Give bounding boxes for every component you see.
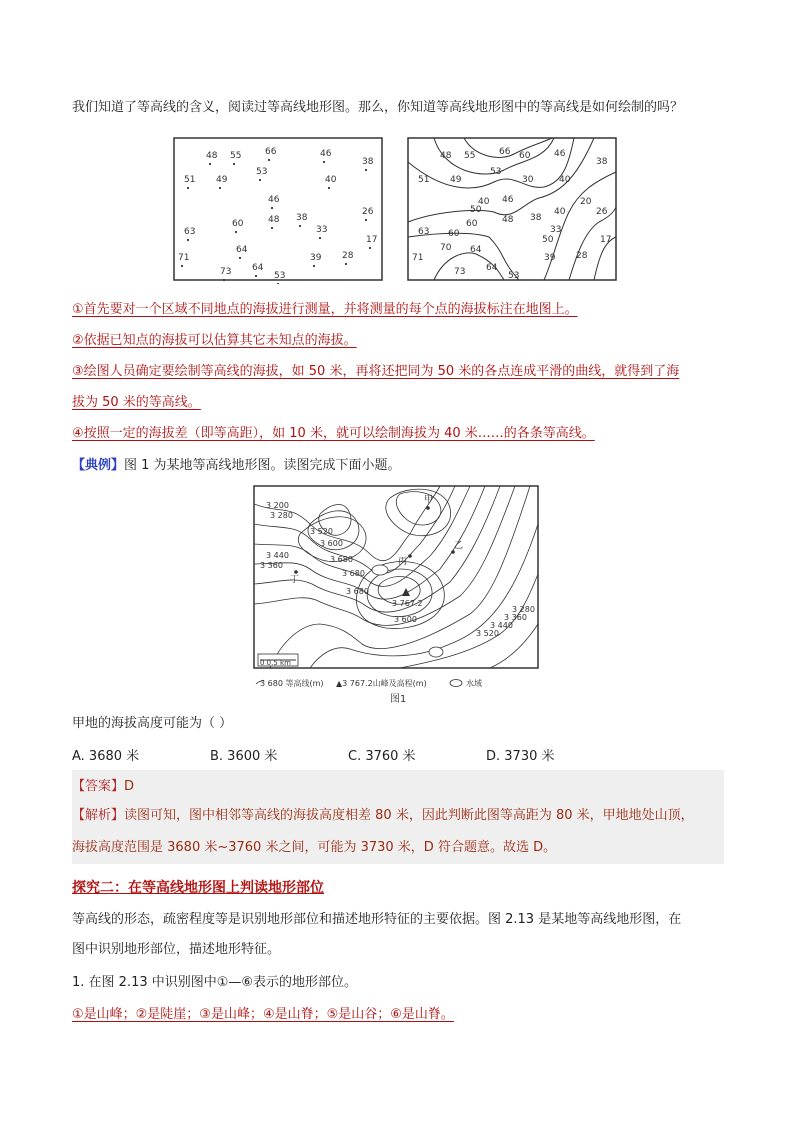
step-3-cont: 拔为 50 米的等高线。 <box>72 395 201 410</box>
spot-height-label: 48 <box>206 151 218 161</box>
spot-dot <box>365 169 367 171</box>
spot-dot <box>209 163 211 165</box>
spot-height-label: 51 <box>418 175 430 185</box>
spot-height-label: 17 <box>366 235 378 245</box>
answer-value: D <box>124 779 135 794</box>
intro-text: 我们知道了等高线的含义，阅读过等高线地形图。那么，你知道等高线地形图中的等高线是如何绘制的吗？ <box>72 100 684 115</box>
spot-height-label: 63 <box>184 227 196 237</box>
question-text: 甲地的海拔高度可能为（ ） <box>72 716 233 731</box>
spot-height-label: 51 <box>184 175 196 185</box>
step-1: ①首先要对一个区域不同地点的海拔进行测量，并将测量的每个点的海拔标注在地图上。 <box>72 302 578 317</box>
option-c: C. 3760 米 <box>348 749 416 764</box>
spot-height-label: 73 <box>454 267 466 277</box>
spot-height-label: 28 <box>576 251 588 261</box>
example-tag: 【典例】 <box>72 458 125 473</box>
spot-height-map <box>170 132 386 284</box>
spot-height-label: 48 <box>502 215 514 225</box>
spot-height-label: 38 <box>530 213 542 223</box>
contour-label: 30 <box>522 175 534 185</box>
contour-elevation-label: 3 440 <box>490 621 513 630</box>
contour-label: 20 <box>580 197 592 207</box>
spot-height-label: 17 <box>600 235 612 245</box>
spot-height-label: 53 <box>508 271 520 281</box>
spot-dot <box>187 187 189 189</box>
analysis-text-2: 海拔高度范围是 3680 米~3760 米之间，可能为 3730 米，D 符合题意。故选 D。 <box>72 840 557 855</box>
contour-label: 60 <box>448 229 460 239</box>
contour-elevation-label: 3 767.2 <box>392 599 423 608</box>
contour-elevation-label: 3 280 <box>512 605 535 614</box>
answer-tag: 【答案】 <box>72 779 125 794</box>
contour-elevation-label: 3 600 <box>320 539 343 548</box>
contour-elevation-label: 3 600 <box>394 615 417 624</box>
spot-height-label: 46 <box>502 195 514 205</box>
legend-contour: 3 680 等高线(m) <box>260 679 324 688</box>
spot-height-label: 26 <box>596 207 608 217</box>
contour-elevation-label: 3 520 <box>310 527 333 536</box>
question-1-answer: ①是山峰；②是陡崖；③是山峰；④是山脊；⑤是山谷；⑥是山脊。 <box>72 1007 454 1022</box>
spot-height-label: 39 <box>310 253 322 263</box>
spot-height-label: 71 <box>178 253 190 263</box>
legend-peak: ▲3 767.2山峰及高程(m) <box>336 679 427 688</box>
analysis-tag: 【解析】 <box>72 808 125 823</box>
spot-dot <box>239 257 241 259</box>
spot-height-label: 46 <box>320 149 332 159</box>
analysis-line-1 <box>72 806 724 826</box>
spot-dot <box>235 231 237 233</box>
spot-height-label: 48 <box>268 215 280 225</box>
contour-label: 50 <box>542 235 554 245</box>
contour-label: 70 <box>440 243 452 253</box>
place-name-label: 丙 <box>398 557 408 567</box>
spot-height-label: 38 <box>296 213 308 223</box>
spot-height-label: 26 <box>362 207 374 217</box>
contour-elevation-label: 3 680 <box>346 587 369 596</box>
example-text: 图 1 为某地等高线地形图。读图完成下面小题。 <box>124 458 401 473</box>
spot-height-label: 46 <box>268 195 280 205</box>
option-a: A. 3680 米 <box>72 749 140 764</box>
spot-dot <box>271 207 273 209</box>
spot-dot <box>277 283 279 284</box>
place-name-label: 甲 <box>424 495 434 505</box>
spot-dot <box>233 163 235 165</box>
contour-elevation-label: 3 520 <box>476 629 499 638</box>
spot-height-label: 66 <box>265 147 277 157</box>
spot-dot <box>328 187 330 189</box>
option-d: D. 3730 米 <box>486 749 555 764</box>
spot-height-label: 49 <box>216 175 228 185</box>
spot-height-label: 46 <box>554 149 566 159</box>
spot-height-label: 53 <box>256 167 268 177</box>
contour-label: 50 <box>470 205 482 215</box>
place-name-label: 乙 <box>454 541 464 551</box>
spot-dot <box>181 265 183 267</box>
spot-height-label: 39 <box>544 253 556 263</box>
spot-dot <box>345 263 347 265</box>
step-3: ③绘图人员确定要绘制等高线的海拔，如 50 米，再将还把同为 50 米的各点连成平滑的曲线，就得到了海 <box>72 364 680 379</box>
analysis-text-1: 读图可知，图中相邻等高线的海拔高度相差 80 米，因此判断此图等高距为 80 米，甲地地处山顶， <box>124 808 694 823</box>
section-text-2: 图中识别地形部位，描述地形特征。 <box>72 942 281 957</box>
contour-label: 40 <box>554 207 566 217</box>
spot-height-label: 73 <box>220 267 232 277</box>
option-b: B. 3600 米 <box>210 749 278 764</box>
spot-height-label: 40 <box>559 175 571 185</box>
spot-dot <box>369 247 371 249</box>
contour-label: 40 <box>478 197 490 207</box>
figure-1-topographic-map <box>250 484 546 710</box>
answer-line <box>72 777 724 797</box>
contour-elevation-label: 3 360 <box>260 561 283 570</box>
contour-elevation-label: 3 440 <box>266 551 289 560</box>
spot-dot <box>255 275 257 277</box>
contour-sketch-map <box>404 132 624 284</box>
spot-height-label: 60 <box>466 219 478 229</box>
figure-caption: 图1 <box>390 694 407 705</box>
legend-water: 水域 <box>466 679 482 688</box>
spot-height-label: 71 <box>412 253 424 263</box>
spot-height-label: 64 <box>252 263 264 273</box>
spot-dot <box>187 239 189 241</box>
spot-dot <box>313 265 315 267</box>
contour-elevation-label: 3 360 <box>504 613 527 622</box>
contour-elevation-label: 3 680 <box>342 569 365 578</box>
spot-height-label: 28 <box>342 251 354 261</box>
spot-height-label: 38 <box>596 157 608 167</box>
spot-dot <box>319 237 321 239</box>
spot-dot <box>299 225 301 227</box>
spot-height-label: 40 <box>325 175 337 185</box>
contour-elevation-label: 3 680 <box>330 555 353 564</box>
spot-dot <box>323 161 325 163</box>
spot-height-label: 64 <box>236 245 248 255</box>
contour-label: 60 <box>519 151 531 161</box>
spot-height-label: 63 <box>418 227 430 237</box>
spot-height-label: 64 <box>470 245 482 255</box>
spot-dot <box>219 187 221 189</box>
spot-dot <box>365 219 367 221</box>
options-row <box>72 745 724 765</box>
step-4: ④按照一定的海拔差（即等高距），如 10 米，就可以绘制海拔为 40 米……的各条等高线。 <box>72 426 595 441</box>
scale-label: 0 0.5 km <box>260 659 291 667</box>
spot-height-label: 53 <box>274 271 286 281</box>
spot-height-label: 48 <box>440 151 452 161</box>
section-heading: 探究二：在等高线地形图上判读地形部位 <box>72 880 324 896</box>
spot-height-label: 55 <box>230 151 242 161</box>
spot-height-label: 33 <box>316 225 328 235</box>
contour-elevation-label: 3 200 <box>266 501 289 510</box>
spot-dot <box>271 227 273 229</box>
spot-height-label: 33 <box>550 225 562 235</box>
spot-height-label: 64 <box>486 263 498 273</box>
spot-height-label: 60 <box>232 219 244 229</box>
question-1: 1. 在图 2.13 中识别图中①—⑥表示的地形部位。 <box>72 975 358 990</box>
contour-elevation-label: 3 280 <box>270 511 293 520</box>
spot-height-label: 55 <box>464 151 476 161</box>
spot-height-label: 49 <box>450 175 462 185</box>
step-2: ②依据已知点的海拔可以估算其它未知点的海拔。 <box>72 333 357 348</box>
spot-dot <box>223 279 225 281</box>
section-text-1: 等高线的形态，疏密程度等是识别地形部位和描述地形特征的主要依据。图 2.13 是某地等高线地形图，在 <box>72 912 682 927</box>
spot-height-label: 66 <box>499 147 511 157</box>
spot-height-label: 53 <box>490 167 502 177</box>
spot-dot <box>259 179 261 181</box>
example-line <box>72 456 724 476</box>
place-name-label: 丁 <box>290 575 300 585</box>
spot-dot <box>268 159 270 161</box>
spot-height-label: 38 <box>362 157 374 167</box>
